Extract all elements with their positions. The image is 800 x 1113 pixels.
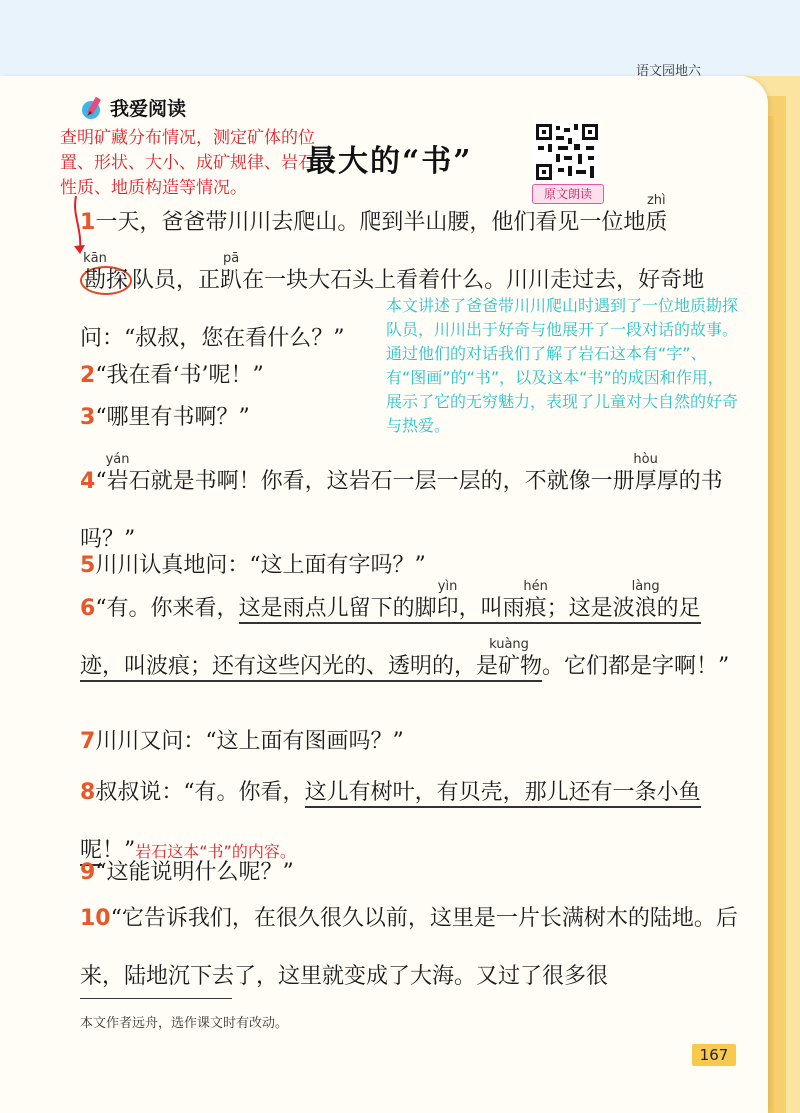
reading-section-title <box>80 94 186 121</box>
definition-note: 查明矿藏分布情况，测定矿体的位置、形状、大小、成矿规律、岩石性质、地质构造等情况。 <box>60 128 315 198</box>
paragraph-5: 5川川认真地问：“这上面有字吗？” <box>80 553 426 578</box>
paragraph-7: 7川川又问：“这上面有图画吗？” <box>80 729 404 754</box>
pencil-icon <box>80 95 106 121</box>
footnote: 本文作者远舟，选作课文时有改动。 <box>80 1016 289 1031</box>
footnote-divider <box>80 998 232 999</box>
reading-section-label: 我爱阅读 <box>110 98 187 120</box>
paragraph-10: 10“它告诉我们，在很久很久以前，这里是一片长满树木的陆地。后来，陆地沉下去了，这里就变成了大海。又过了很多很 <box>80 906 738 989</box>
paragraph-2: 2“我在看‘书’呢！” <box>80 363 264 388</box>
article-title: 最大的“书” <box>306 144 473 179</box>
summary-note: 本文讲述了爸爸带川川爬山时遇到了一位地质勘探队员，川川出于好奇与他展开了一段对话的故事。通过他们的对话我们了解了岩石这本有“字”、有“图画”的“书”，以及这本“书”的成因和作用，展示了它的无穷魅力，表现了儿童对大自然的好奇与热爱。 <box>386 296 739 435</box>
paragraph-8: 8叔叔说：“有。你看，这儿有树叶，有贝壳，那儿还有一条小鱼呢！”岩石这本“书”的内容。 <box>80 764 740 880</box>
qr-code-icon[interactable] <box>534 122 600 182</box>
paragraph-9: 9“这能说明什么呢？” <box>80 860 294 885</box>
kantan-circled: 勘 kān 探 <box>80 266 132 295</box>
paragraph-6: 6“有。你来看，这是雨点儿留下的脚印 yìn ，叫雨痕 hén ；这是波浪 làng 的足迹，叫波痕；还有这些闪光的、透明的，是矿 kuàng 物。它们都是字啊！” <box>80 580 740 696</box>
audio-label[interactable]: 原文朗读 <box>532 184 604 204</box>
section-header: 语文园地六 <box>636 64 702 79</box>
content-note: 岩石这本“书”的内容。 <box>135 842 296 861</box>
paragraph-3: 3“哪里有书啊？” <box>80 405 250 430</box>
paragraph-1: 1一天，爸爸带川川去爬山。爬到半山腰，他们看见一位地质 zhì 勘 kān 探 队员，正趴 pā 在一块大石头上看着什么。川川走过去，好奇地问：“叔叔，您在看什么？” <box>80 193 705 351</box>
page-number: 167 <box>692 1044 736 1066</box>
paragraph-4: 4“岩 yán 石就是书啊！你看，这岩石一层一层的，不就像一册厚 hòu 厚的书吗？” <box>80 452 723 552</box>
